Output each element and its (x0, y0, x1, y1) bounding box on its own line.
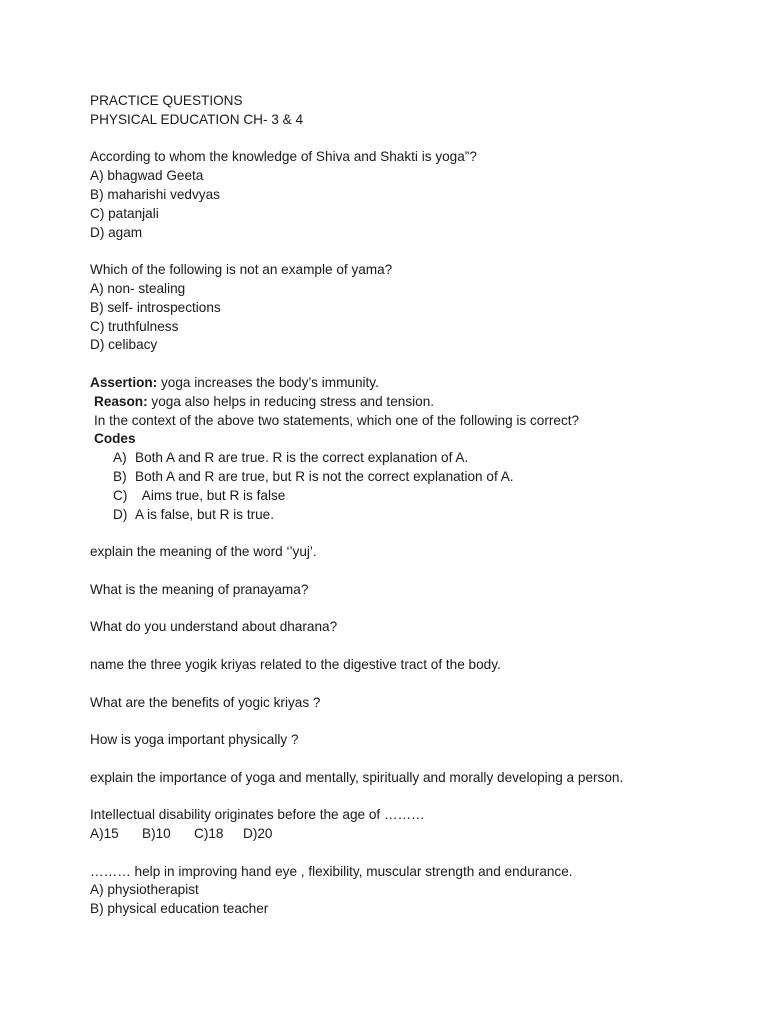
short-question: name the three yogik kriyas related to the digestive tract of the body. (90, 656, 501, 672)
option: C)18 (194, 826, 224, 842)
assertion-line (90, 374, 710, 393)
short-question: What is the meaning of pranayama? (90, 581, 309, 597)
question-text: Which of the following is not an example of yama? (90, 262, 393, 278)
question-1 (90, 148, 710, 242)
inline-options (90, 825, 710, 844)
code-option (90, 506, 710, 525)
option: C) patanjali (90, 205, 159, 221)
question-4 (90, 806, 710, 844)
short-question: What do you understand about dharana? (90, 619, 338, 635)
question-text: Intellectual disability originates before the age of ……… (90, 807, 425, 823)
code-option-text: A is false, but R is true. (135, 506, 275, 522)
codes-label: Codes (94, 431, 136, 447)
code-option-label: D) (113, 506, 128, 522)
code-option-text: Both A and R are true. R is the correct explanation of A. (135, 450, 469, 466)
code-option-label: B) (113, 468, 127, 484)
question-3-assertion-reason (90, 374, 710, 524)
question-2 (90, 261, 710, 355)
code-option-text: Both A and R are true, but R is not the correct explanation of A. (135, 468, 514, 484)
document-subtitle: PHYSICAL EDUCATION CH- 3 & 4 (90, 111, 304, 127)
reason-text: yoga also helps in reducing stress and tension. (147, 393, 435, 409)
code-option (90, 449, 710, 468)
short-question: explain the meaning of the word ‘’yuj’. (90, 544, 317, 560)
option: D)20 (243, 826, 273, 842)
code-option-label: C) (113, 487, 128, 503)
option: A) non- stealing (90, 280, 186, 296)
code-option (90, 487, 710, 506)
code-option (90, 468, 710, 487)
option: A) bhagwad Geeta (90, 168, 204, 184)
short-question: explain the importance of yoga and mentally, spiritually and morally developing a person. (90, 769, 624, 785)
option: C) truthfulness (90, 318, 179, 334)
reason-label: Reason: (94, 393, 148, 409)
option: B) self- introspections (90, 299, 221, 315)
assertion-text: yoga increases the body’s immunity. (157, 374, 379, 390)
reason-line (90, 393, 710, 412)
code-option-label: A) (113, 450, 127, 466)
option: B) maharishi vedvyas (90, 186, 220, 202)
question-text: According to whom the knowledge of Shiva and Shakti is yoga”? (90, 149, 477, 165)
option: A)15 (90, 826, 119, 842)
option: D) celibacy (90, 337, 158, 353)
document-title: PRACTICE QUESTIONS (90, 93, 243, 108)
document-page (90, 92, 710, 919)
option: A) physiotherapist (90, 882, 199, 898)
context-text: In the context of the above two statements, which one of the following is correct? (94, 412, 580, 428)
short-question: What are the benefits of yogic kriyas ? (90, 694, 321, 710)
option: B)10 (142, 826, 171, 842)
option: D) agam (90, 224, 143, 240)
short-question: How is yoga important physically ? (90, 732, 299, 748)
question-text: ……… help in improving hand eye , flexibility, muscular strength and endurance. (90, 863, 573, 879)
code-option-text: Aims true, but R is false (135, 487, 286, 503)
question-5 (90, 863, 710, 919)
option: B) physical education teacher (90, 901, 269, 917)
assertion-label: Assertion: (90, 374, 158, 390)
